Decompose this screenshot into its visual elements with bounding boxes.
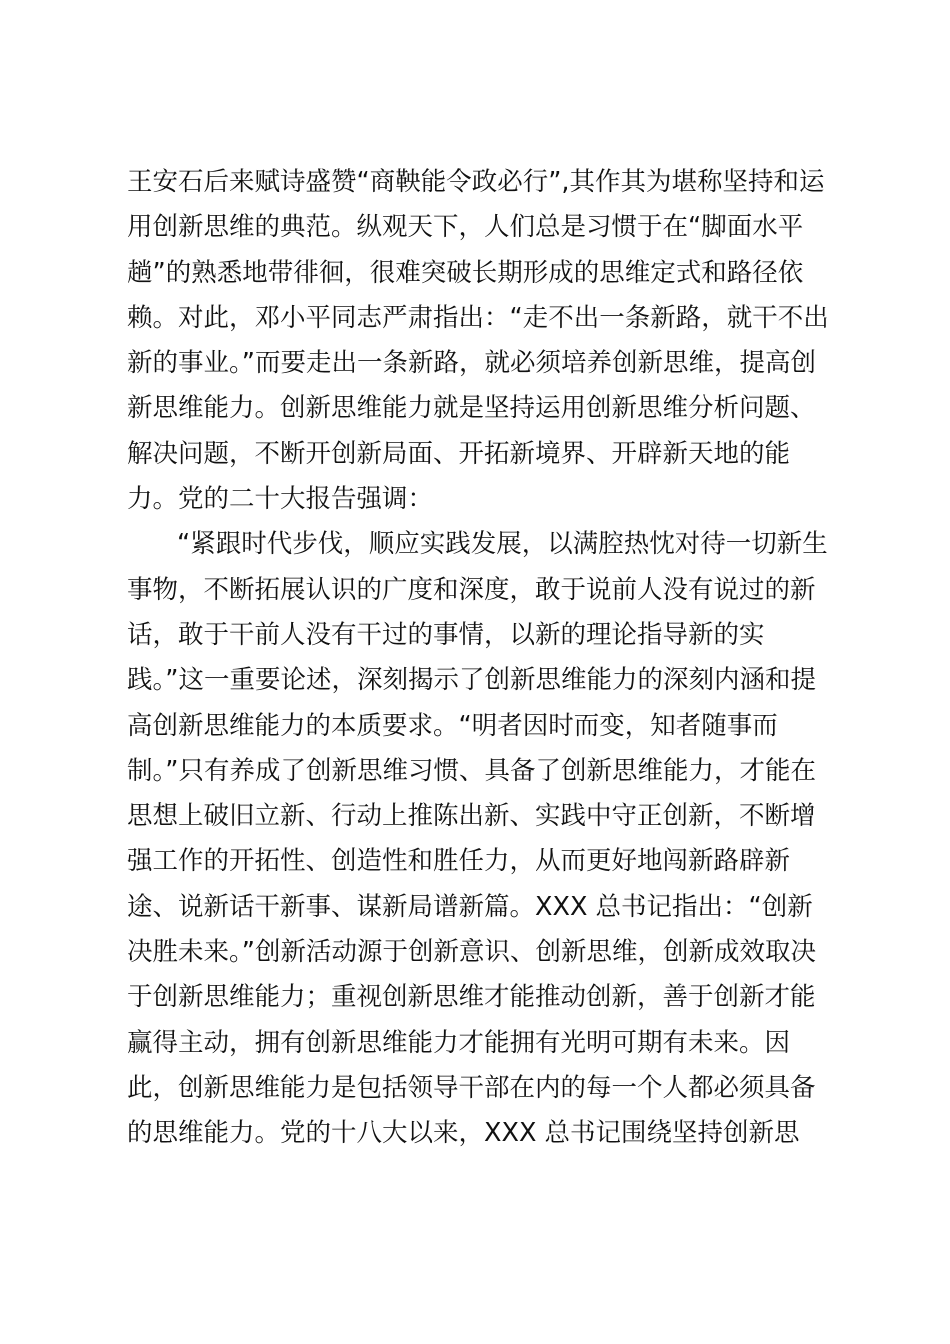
text-line: 用创新思维的典范。纵观天下，人们总是习惯于在“脚面水平 — [127, 212, 804, 243]
text-line: 决胜未来。”创新活动源于创新意识、创新思维，创新成效取决 — [127, 937, 816, 968]
text-line: 赢得主动，拥有创新思维能力才能拥有光明可期有未来。因 — [127, 1027, 791, 1058]
text-line: 新思维能力。创新思维能力就是坚持运用创新思维分析问题、 — [127, 393, 816, 424]
text-line: 高创新思维能力的本质要求。“明者因时而变，知者随事而 — [127, 710, 778, 741]
text-line: 新的事业。”而要走出一条新路，就必须培养创新思维，提高创 — [127, 348, 816, 379]
text-line: 解决问题，不断开创新局面、开拓新境界、开辟新天地的能 — [127, 438, 791, 469]
text-line: 强工作的开拓性、创造性和胜任力，从而更好地闯新路辟新 — [127, 846, 791, 877]
text-line: 的思维能力。党的十八大以来，XXX 总书记围绕坚持创新思 — [127, 1118, 800, 1149]
text-line: 思想上破旧立新、行动上推陈出新、实践中守正创新，不断增 — [127, 801, 816, 832]
text-line: 力。党的二十大报告强调： — [127, 484, 434, 515]
text-line: 此，创新思维能力是包括领导干部在内的每一个人都必须具备 — [127, 1072, 816, 1103]
text-line: 途、说新话干新事、谋新局谱新篇。XXX 总书记指出：“创新 — [127, 891, 813, 922]
paragraph-start-line: “紧跟时代步伐，顺应实践发展，以满腔热忱对待一切新生 — [177, 529, 828, 560]
text-line: 话，敢于干前人没有干过的事情，以新的理论指导新的实 — [127, 619, 765, 650]
text-line: 趟”的熟悉地带徘徊，很难突破长期形成的思维定式和路径依 — [127, 257, 804, 288]
text-line: 事物，不断拓展认识的广度和深度，敢于说前人没有说过的新 — [127, 574, 816, 605]
text-line: 践。”这一重要论述，深刻揭示了创新思维能力的深刻内涵和提 — [127, 665, 816, 696]
text-line: 于创新思维能力；重视创新思维才能推动创新，善于创新才能 — [127, 982, 816, 1013]
text-line: 王安石后来赋诗盛赞“商鞅能令政必行”,其作其为堪称坚持和运 — [127, 167, 825, 197]
text-line: 制。”只有养成了创新思维习惯、具备了创新思维能力，才能在 — [127, 755, 816, 786]
body-text — [127, 160, 837, 1157]
text-line: 赖。对此，邓小平同志严肃指出：“走不出一条新路，就干不出 — [127, 302, 829, 333]
